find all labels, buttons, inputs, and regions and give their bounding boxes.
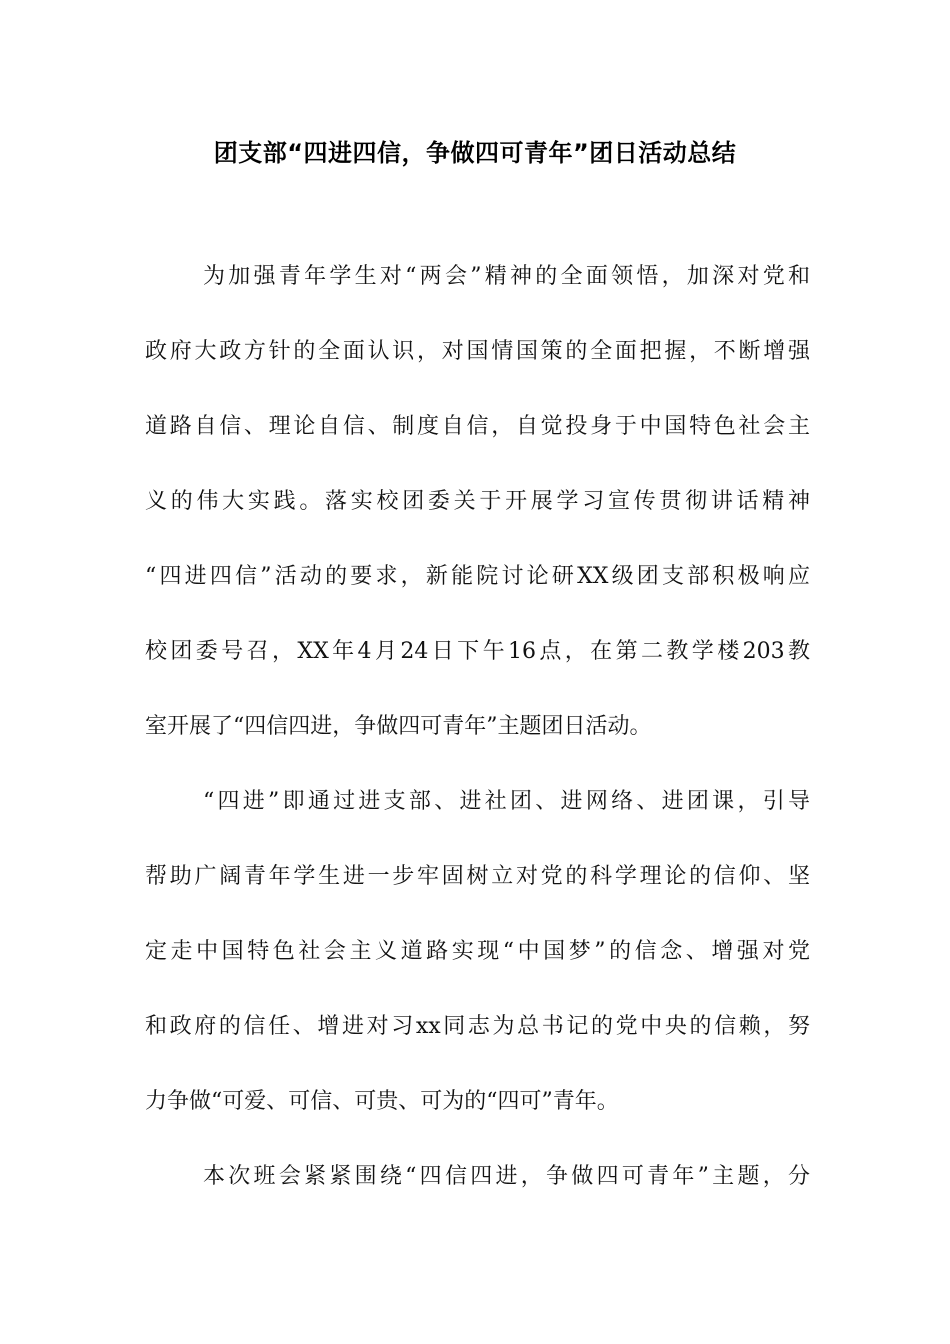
paragraph-2-line-1: “四进”即通过进支部、进社团、进网络、进团课，引导 <box>203 789 810 814</box>
paragraph-1-line-7: 室开展了“四信四进，争做四可青年”主题团日活动。 <box>145 714 652 739</box>
paragraph-1-line-5: “四进四信”活动的要求，新能院讨论研XX级团支部积极响应 <box>145 564 810 589</box>
paragraph-1-line-3: 道路自信、理论自信、制度自信，自觉投身于中国特色社会主 <box>145 414 810 439</box>
document-title: 团支部“四进四信，争做四可青年”团日活动总结 <box>213 139 737 167</box>
paragraph-1-line-1: 为加强青年学生对“两会”精神的全面领悟，加深对党和 <box>203 264 810 289</box>
paragraph-3-line-1: 本次班会紧紧围绕“四信四进，争做四可青年”主题，分 <box>203 1164 810 1189</box>
paragraph-2-line-3: 定走中国特色社会主义道路实现“中国梦”的信念、增强对党 <box>145 939 810 964</box>
paragraph-2-line-5: 力争做“可爱、可信、可贵、可为的“四可”青年。 <box>145 1089 619 1114</box>
paragraph-1-line-6: 校团委号召，XX年4月24日下午16点，在第二教学楼203教 <box>145 639 810 664</box>
paragraph-1-line-2: 政府大政方针的全面认识，对国情国策的全面把握，不断增强 <box>145 339 810 364</box>
paragraph-2-line-2: 帮助广阔青年学生进一步牢固树立对党的科学理论的信仰、坚 <box>145 864 810 889</box>
paragraph-1-line-4: 义的伟大实践。落实校团委关于开展学习宣传贯彻讲话精神 <box>145 489 810 514</box>
paragraph-2-line-4: 和政府的信任、增进对习xx同志为总书记的党中央的信赖，努 <box>145 1014 810 1039</box>
